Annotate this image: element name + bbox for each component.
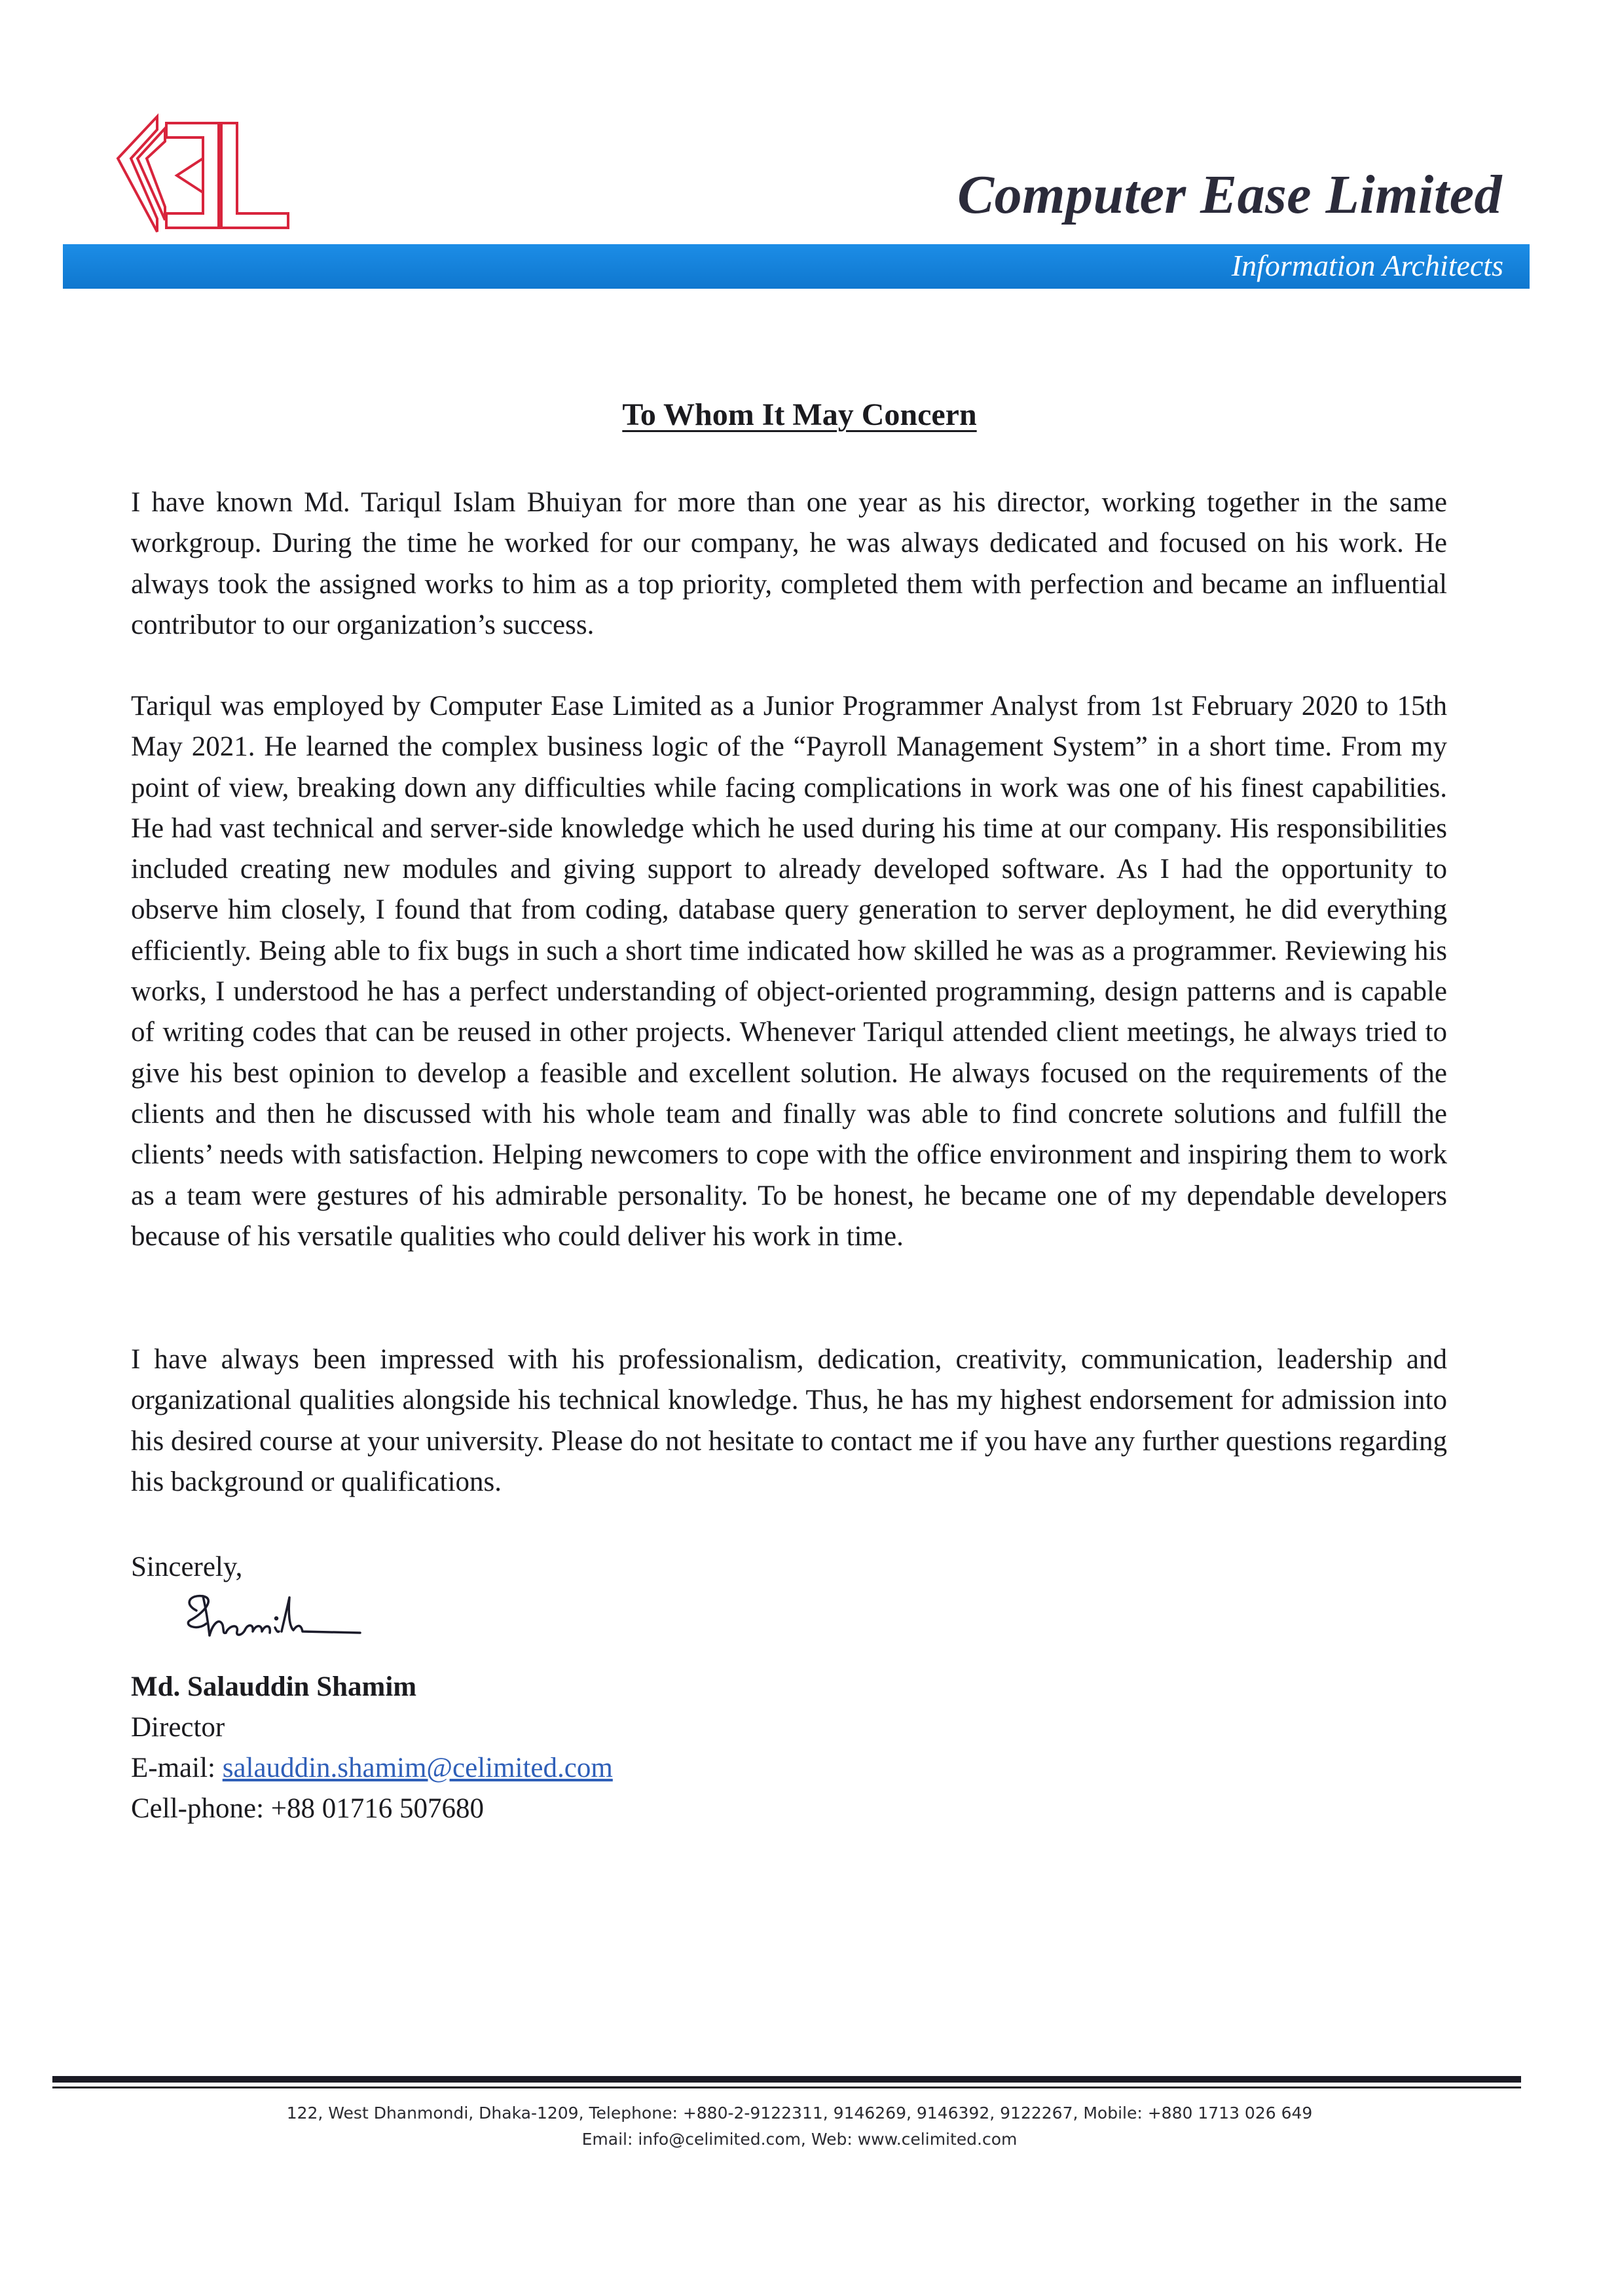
- logo-e-shape: [166, 123, 219, 228]
- signer-title: Director: [131, 1712, 225, 1743]
- body-paragraph-2: Tariqul was employed by Computer Ease Limited as a Junior Programmer Analyst from 1st February 2020 to 15th May 2021. He learned the complex business logic of the “Payroll Management System” in a short time. From my point of view, breaking down any difficulties while facing complications in work was one of his finest capabilities. He had vast technical and server-side knowledge which he used during his time at our company. His responsibilities included creating new modules and giving support to already developed software. As I had the opportunity to observe him closely, I found that from coding, database query generation to server deployment, he did everything efficiently. Being able to fix bugs in such a short time indicated how skilled he was as a programmer. Reviewing his works, I understood he has a perfect understanding of object-oriented programming, design patterns and is capable of writing codes that can be reused in other projects. Whenever Tariqul attended client meetings, he always tried to give his best opinion to develop a feasible and excellent solution. He always focused on the requirements of the clients and then he discussed with his whole team and finally was able to find concrete solutions and fulfill the clients’ needs with satisfaction. Helping newcomers to cope with the office environment and inspiring them to work as a team were gestures of his admirable personality. To be honest, he became one of my dependable developers because of his versatile qualities who could deliver his work in time.: [131, 691, 1447, 1252]
- footer-rule-thin: [52, 2086, 1521, 2088]
- phone-label: Cell-phone:: [131, 1793, 271, 1824]
- signer-name: Md. Salauddin Shamim: [131, 1671, 417, 1702]
- logo-l-shape: [221, 123, 288, 228]
- footer-contact: Email: info@celimited.com, Web: www.celimited.com: [581, 2130, 1018, 2149]
- letter-title: To Whom It May Concern: [622, 397, 977, 432]
- logo-e-arrow: [177, 158, 203, 192]
- company-tagline: Information Architects: [1231, 249, 1503, 282]
- footer-address: 122, West Dhanmondi, Dhaka-1209, Telephone: +880-2-9122311, 9146269, 9146392, 9122267, Mobile: +880 1713 026 649: [286, 2104, 1313, 2123]
- closing-salutation: Sincerely,: [131, 1552, 243, 1582]
- signer-phone: +88 01716 507680: [270, 1793, 485, 1824]
- email-label: E-mail:: [131, 1753, 223, 1783]
- handwritten-signature: [177, 1584, 373, 1656]
- footer-rule-thick: [52, 2076, 1521, 2083]
- signer-email-link[interactable]: salauddin.shamim@celimited.com: [222, 1753, 613, 1783]
- signer-phone-row: [131, 1789, 484, 1829]
- body-paragraph-1: I have known Md. Tariqul Islam Bhuiyan for more than one year as his director, working together in the same workgroup. During the time he worked for our company, he was always dedicated and focused on his work. He always took the assigned works to him as a top priority, completed them with perfection and became an influential contributor to our organization’s success.: [131, 487, 1447, 640]
- signer-email-row: [131, 1748, 613, 1789]
- body-paragraph-3: I have always been impressed with his professionalism, dedication, creativity, communication, leadership and organizational qualities alongside his technical knowledge. Thus, he has my highest endorsement for admission into his desired course at your university. Please do not hesitate to contact me if you have any further questions regarding his background or qualifications.: [131, 1344, 1447, 1497]
- company-logo: [111, 113, 295, 236]
- company-name: Computer Ease Limited: [957, 164, 1502, 225]
